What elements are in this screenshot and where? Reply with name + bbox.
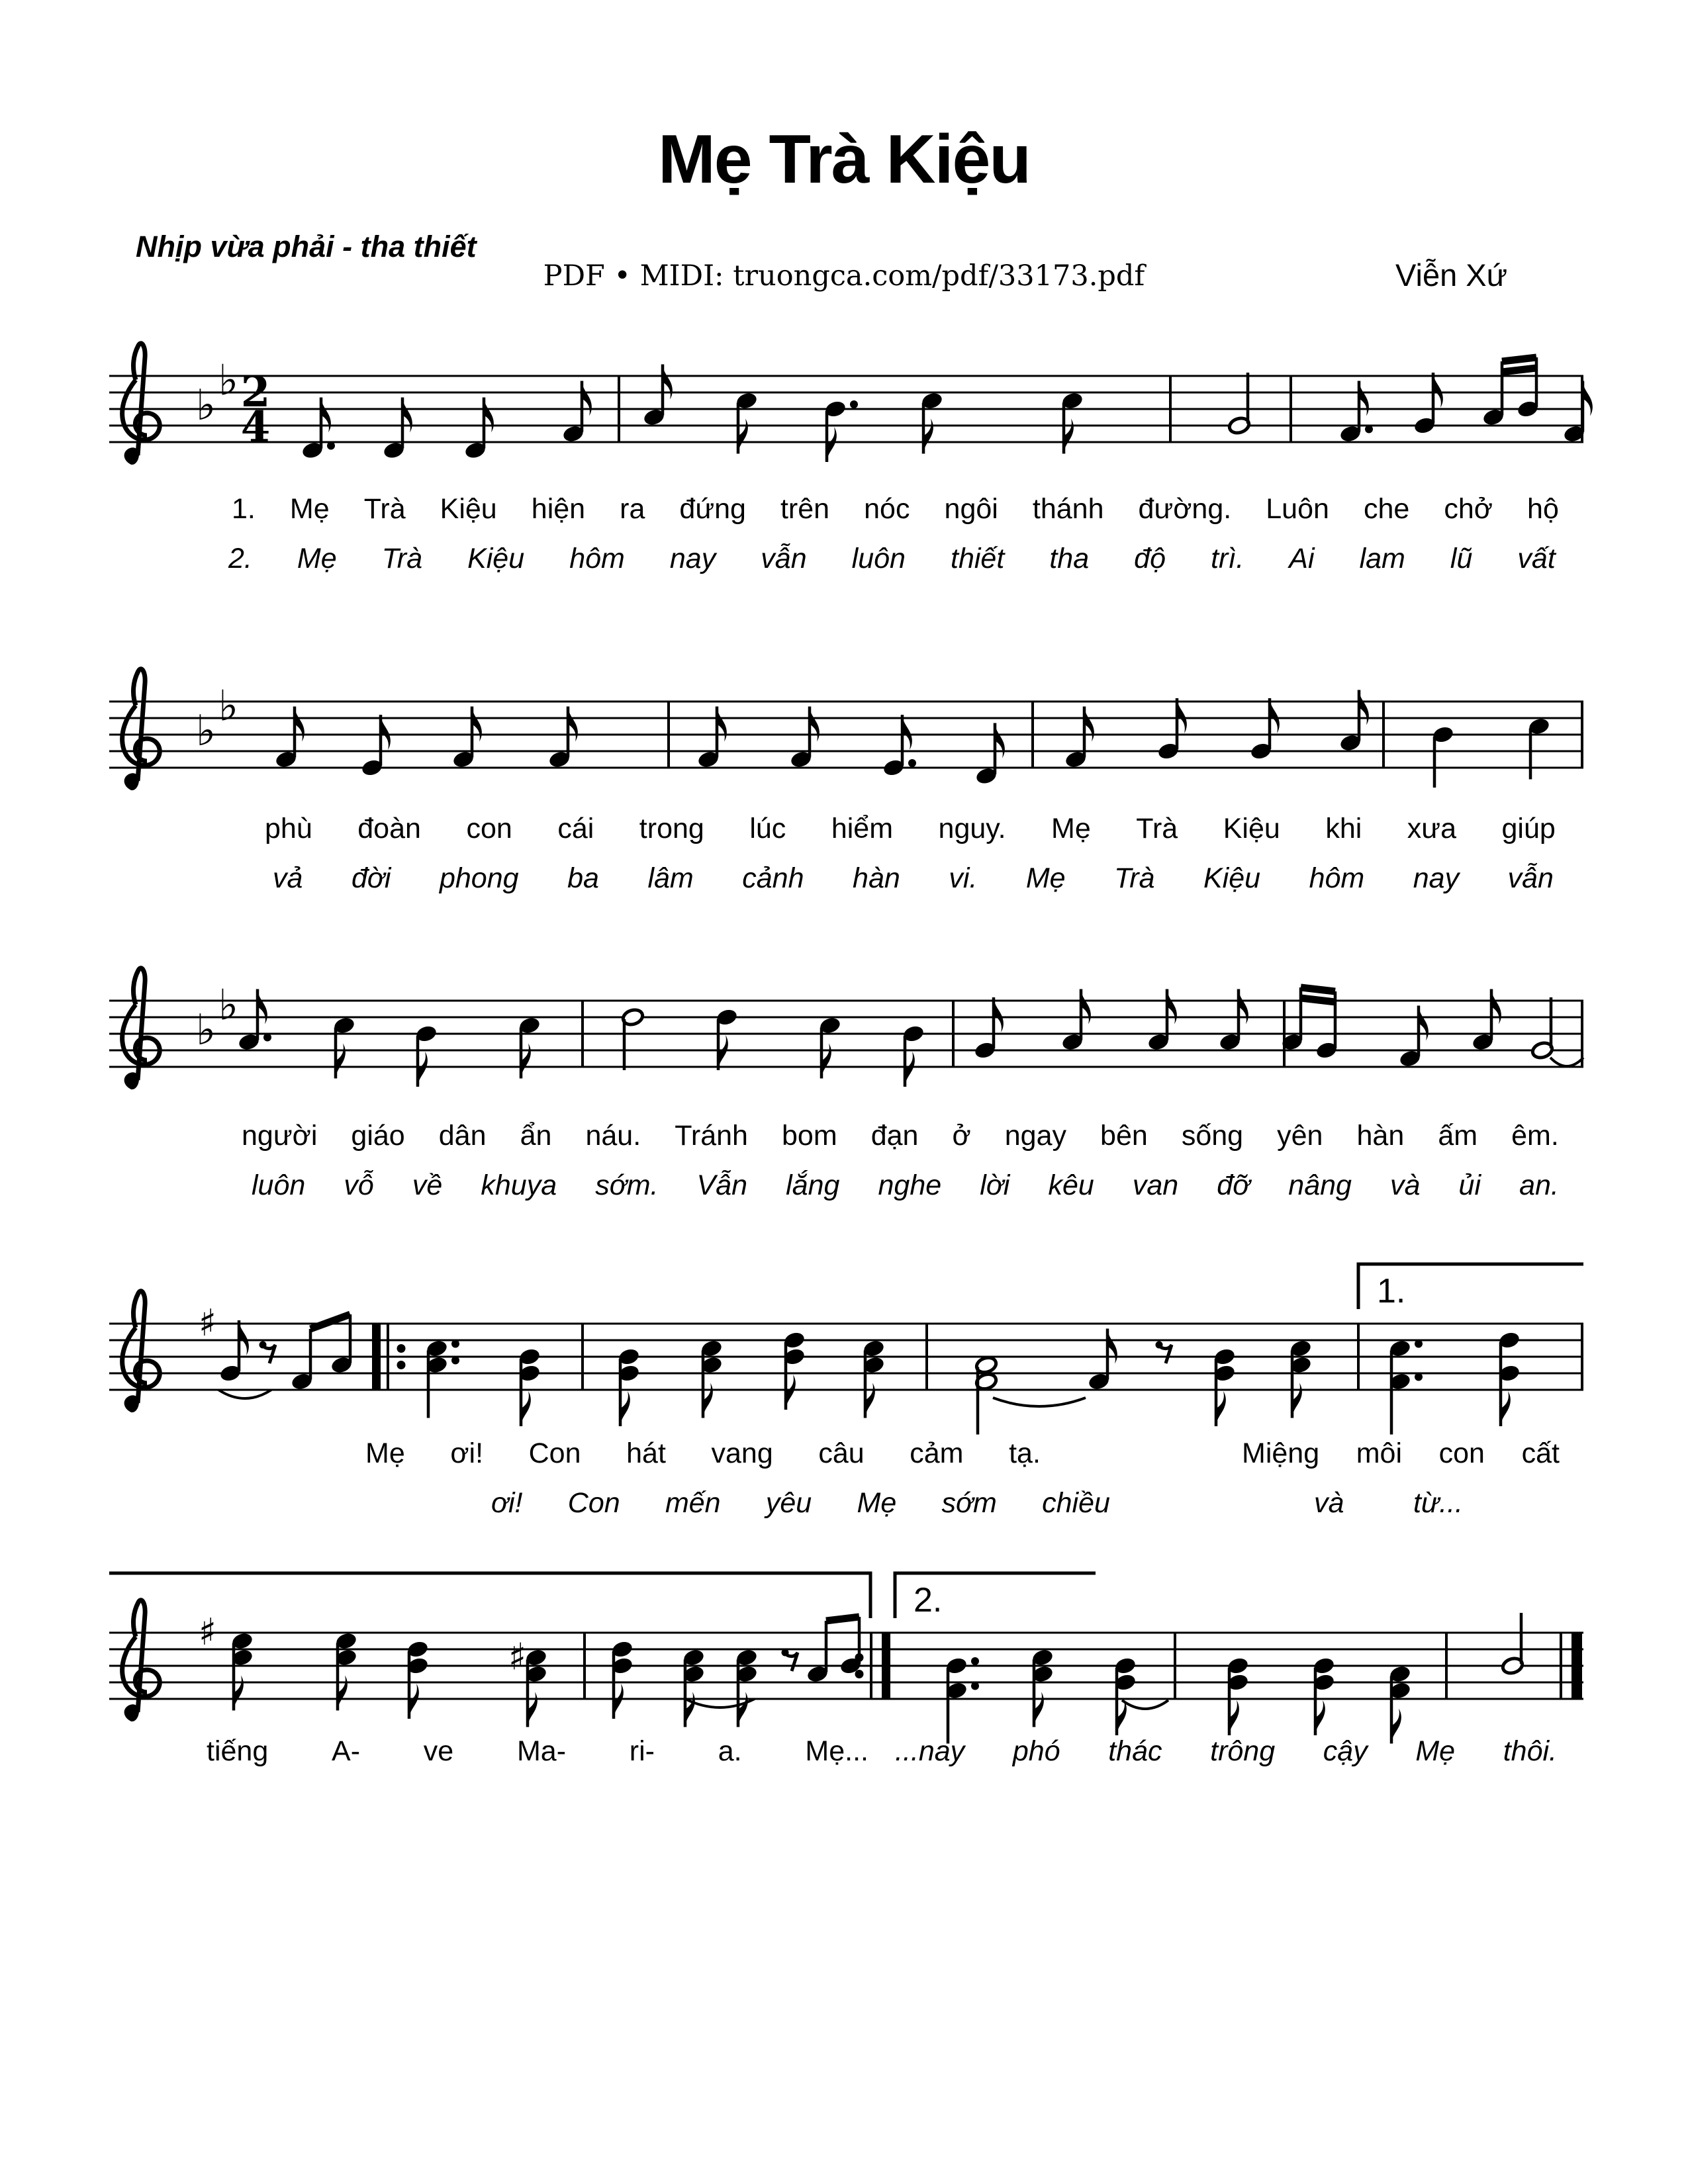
lyric-word: Ma- bbox=[516, 1735, 567, 1767]
lyric-word: nay bbox=[669, 543, 716, 574]
lyric-word: tạ. bbox=[1009, 1437, 1041, 1469]
lyric-word: Kiệu bbox=[1223, 813, 1280, 844]
lyric-word: vất bbox=[1517, 543, 1556, 574]
lyric-word: trì. bbox=[1211, 543, 1244, 574]
lyric-word: lúc bbox=[749, 813, 786, 844]
lyric-word: Mẹ bbox=[857, 1487, 897, 1519]
lyrics-system3-verse2 bbox=[252, 1169, 1559, 1202]
time-signature-lower: 4 bbox=[240, 402, 271, 452]
lyric-word: dân bbox=[438, 1120, 487, 1152]
lyric-word: vẫn bbox=[761, 543, 807, 574]
lyric-word: chiều bbox=[1042, 1487, 1110, 1519]
lyric-word: bên bbox=[1100, 1120, 1148, 1152]
lyric-word: khi bbox=[1325, 813, 1362, 844]
lyric-word: vả bbox=[273, 862, 303, 894]
lyric-word: 2. bbox=[228, 543, 252, 574]
lyric-word: phù bbox=[265, 813, 312, 844]
lyric-word: vẫn bbox=[1507, 862, 1554, 894]
lyric-word: hiện bbox=[531, 493, 586, 525]
sharp-icon: ♯ bbox=[199, 1611, 217, 1654]
lyric-word: kêu bbox=[1048, 1169, 1094, 1201]
lyric-word: Mẹ bbox=[289, 493, 330, 525]
lyric-word: Trà bbox=[1136, 813, 1178, 844]
lyric-word: yên bbox=[1277, 1120, 1323, 1152]
lyric-word: van bbox=[1132, 1169, 1179, 1201]
lyric-word: hôm bbox=[569, 543, 625, 574]
volta-bracket bbox=[109, 1573, 870, 1618]
lyrics-system5-verse2 bbox=[895, 1735, 1557, 1768]
lyric-word: ri- bbox=[629, 1735, 655, 1767]
lyric-word: đời bbox=[351, 862, 391, 894]
lyric-word: Mẹ bbox=[1051, 813, 1091, 844]
lyric-word: hộ bbox=[1527, 493, 1559, 525]
lyric-word: con bbox=[466, 813, 512, 844]
tie-slur bbox=[218, 1390, 271, 1398]
lyric-word: Ai bbox=[1289, 543, 1315, 574]
lyric-word: lời bbox=[980, 1169, 1010, 1201]
flat-icon: ♭ bbox=[218, 682, 239, 731]
lyric-word: Mẹ bbox=[297, 543, 337, 574]
flat-icon: ♭ bbox=[218, 981, 239, 1030]
flat-icon: ♭ bbox=[196, 381, 216, 430]
lyric-word: vang bbox=[711, 1437, 773, 1469]
lyric-word: nguy. bbox=[938, 813, 1006, 844]
lyric-word: Mẹ bbox=[1415, 1735, 1456, 1767]
lyric-word: Mẹ... bbox=[805, 1735, 868, 1767]
tie-slur bbox=[993, 1398, 1086, 1406]
lyric-word: ở bbox=[952, 1120, 971, 1152]
lyric-word: lâm bbox=[647, 862, 694, 894]
lyric-word: trong bbox=[639, 813, 704, 844]
lyric-word: phó bbox=[1012, 1735, 1060, 1767]
lyrics-system1-verse1 bbox=[232, 493, 1559, 525]
lyric-word: phong bbox=[439, 862, 519, 894]
lyrics-system4-verse1-right bbox=[1242, 1437, 1560, 1470]
lyric-word: vỗ bbox=[344, 1169, 374, 1201]
volta-label: 1. bbox=[1377, 1272, 1406, 1310]
lyric-word: hôm bbox=[1309, 862, 1365, 894]
flat-icon: ♭ bbox=[196, 707, 216, 756]
lyrics-system4-verse2-right bbox=[1314, 1487, 1463, 1520]
lyric-word: xưa bbox=[1407, 813, 1456, 844]
lyric-word: ủi bbox=[1458, 1169, 1481, 1201]
eighth-rest-icon bbox=[259, 1342, 276, 1364]
lyric-word: thôi. bbox=[1503, 1735, 1557, 1767]
lyric-word: Kiệu bbox=[1203, 862, 1261, 894]
lyric-word: Con bbox=[528, 1437, 581, 1469]
lyric-word: nay bbox=[1413, 862, 1460, 894]
lyric-word: vi. bbox=[949, 862, 978, 894]
lyric-word: Luôn bbox=[1266, 493, 1329, 525]
lyric-word: Trà bbox=[1114, 862, 1155, 894]
lyric-word: lắng bbox=[786, 1169, 840, 1201]
lyric-word: Miệng bbox=[1242, 1437, 1320, 1469]
lyric-word: từ... bbox=[1413, 1487, 1463, 1519]
lyric-word: khuya bbox=[481, 1169, 557, 1201]
lyric-word: về bbox=[412, 1169, 443, 1201]
lyric-word: lam bbox=[1359, 543, 1405, 574]
lyric-word: hàn bbox=[853, 862, 900, 894]
song-title: Mẹ Trà Kiệu bbox=[658, 121, 1030, 198]
lyrics-system2-verse1 bbox=[265, 813, 1556, 845]
lyric-word: chở bbox=[1444, 493, 1493, 525]
lyric-word: luôn bbox=[252, 1169, 306, 1201]
lyric-word: Vẫn bbox=[696, 1169, 748, 1201]
lyric-word: giúp bbox=[1501, 813, 1556, 844]
lyric-word: náu. bbox=[585, 1120, 641, 1152]
sharp-icon: ♯ bbox=[199, 1302, 217, 1345]
lyric-word: lũ bbox=[1450, 543, 1473, 574]
lyric-word: thiết bbox=[951, 543, 1005, 574]
eighth-rest-icon bbox=[782, 1649, 798, 1672]
lyric-word: Mẹ bbox=[365, 1437, 405, 1469]
lyrics-system2-verse2 bbox=[273, 862, 1554, 895]
lyric-word: Tránh bbox=[675, 1120, 748, 1152]
lyric-word: và bbox=[1314, 1487, 1344, 1519]
lyric-word: cất bbox=[1521, 1437, 1560, 1469]
lyric-word: cảnh bbox=[742, 862, 804, 894]
lyrics-system1-verse2 bbox=[228, 543, 1556, 575]
lyric-word: ve bbox=[423, 1735, 454, 1767]
pdf-midi-link-line: PDF • MIDI: truongca.com/pdf/33173.pdf bbox=[543, 259, 1145, 293]
lyric-word: Mẹ bbox=[1025, 862, 1066, 894]
lyric-word: Kiệu bbox=[440, 493, 497, 525]
time-signature-upper: 2 bbox=[240, 367, 271, 417]
lyrics-system4-verse2-left bbox=[491, 1487, 1110, 1520]
tempo-marking: Nhịp vừa phải - tha thiết bbox=[136, 230, 477, 263]
staff-system-1 bbox=[109, 343, 1593, 465]
lyric-word: ba bbox=[567, 862, 599, 894]
lyric-word: ngôi bbox=[944, 493, 998, 525]
lyric-word: thánh bbox=[1032, 493, 1104, 525]
lyric-word: đỡ bbox=[1217, 1169, 1250, 1201]
lyric-word: đứng bbox=[679, 493, 746, 525]
tie-slur bbox=[1122, 1700, 1168, 1709]
tie-slur bbox=[1550, 1058, 1583, 1066]
composer-name: Viễn Xứ bbox=[1395, 257, 1508, 293]
sharp-icon: ♯ bbox=[508, 1635, 527, 1679]
lyrics-system4-verse1-left bbox=[365, 1437, 1041, 1470]
lyric-word: sớm bbox=[941, 1487, 997, 1519]
lyric-word: nóc bbox=[864, 493, 910, 525]
lyric-word: ơi! bbox=[450, 1437, 484, 1469]
lyric-word: và bbox=[1390, 1169, 1421, 1201]
flat-icon: ♭ bbox=[196, 1006, 216, 1055]
lyric-word: tiếng bbox=[207, 1735, 269, 1767]
lyric-word: hát bbox=[626, 1437, 666, 1469]
lyric-word: sớm. bbox=[595, 1169, 659, 1201]
lyric-word: người bbox=[242, 1120, 318, 1152]
lyric-word: mến bbox=[665, 1487, 721, 1519]
lyric-word: hàn bbox=[1356, 1120, 1405, 1152]
lyric-word: hiểm bbox=[831, 813, 894, 844]
lyric-word: môi bbox=[1356, 1437, 1403, 1469]
flat-icon: ♭ bbox=[218, 356, 239, 406]
lyric-word: ơi! bbox=[491, 1487, 523, 1519]
lyric-word: nâng bbox=[1288, 1169, 1352, 1201]
lyric-word: luôn bbox=[851, 543, 906, 574]
staff-system-3 bbox=[109, 968, 1583, 1089]
lyric-word: ra bbox=[620, 493, 645, 525]
lyric-word: cái bbox=[557, 813, 594, 844]
lyric-word: 1. bbox=[232, 493, 256, 525]
lyric-word: cảm bbox=[910, 1437, 964, 1469]
lyric-word: thác bbox=[1108, 1735, 1162, 1767]
lyric-word: a. bbox=[718, 1735, 742, 1767]
lyric-word: Con bbox=[567, 1487, 620, 1519]
staff-system-2 bbox=[109, 669, 1583, 790]
lyric-word: trên bbox=[780, 493, 830, 525]
lyric-word: sống bbox=[1181, 1120, 1244, 1152]
lyric-word: Trà bbox=[363, 493, 406, 525]
lyric-word: ẩn bbox=[520, 1120, 552, 1152]
lyric-word: cậy bbox=[1323, 1735, 1368, 1767]
lyric-word: êm. bbox=[1511, 1120, 1559, 1152]
lyric-word: ...nay bbox=[895, 1735, 965, 1767]
lyric-word: đạn bbox=[870, 1120, 919, 1152]
lyric-word: che bbox=[1363, 493, 1410, 525]
volta-label: 2. bbox=[914, 1581, 943, 1619]
lyrics-system3-verse1 bbox=[242, 1120, 1559, 1152]
lyrics-system5-verse1 bbox=[207, 1735, 868, 1768]
lyric-word: an. bbox=[1519, 1169, 1559, 1201]
eighth-rest-icon bbox=[1156, 1342, 1172, 1364]
lyric-word: Trà bbox=[381, 543, 423, 574]
lyric-word: trông bbox=[1210, 1735, 1276, 1767]
lyric-word: tha bbox=[1049, 543, 1090, 574]
lyric-word: bom bbox=[781, 1120, 837, 1152]
staff-system-4 bbox=[109, 1264, 1583, 1435]
staff-system-5 bbox=[109, 1573, 1583, 1744]
lyric-word: độ bbox=[1134, 543, 1166, 574]
lyric-word: ngay bbox=[1004, 1120, 1066, 1152]
lyric-word: đường. bbox=[1138, 493, 1232, 525]
lyric-word: yêu bbox=[765, 1487, 812, 1519]
lyric-word: câu bbox=[818, 1437, 865, 1469]
lyric-word: A- bbox=[332, 1735, 361, 1767]
lyric-word: đoàn bbox=[357, 813, 421, 844]
lyric-word: con bbox=[1438, 1437, 1485, 1469]
lyric-word: giáo bbox=[351, 1120, 405, 1152]
lyric-word: ấm bbox=[1438, 1120, 1478, 1152]
lyric-word: Kiệu bbox=[467, 543, 525, 574]
lyric-word: nghe bbox=[878, 1169, 942, 1201]
